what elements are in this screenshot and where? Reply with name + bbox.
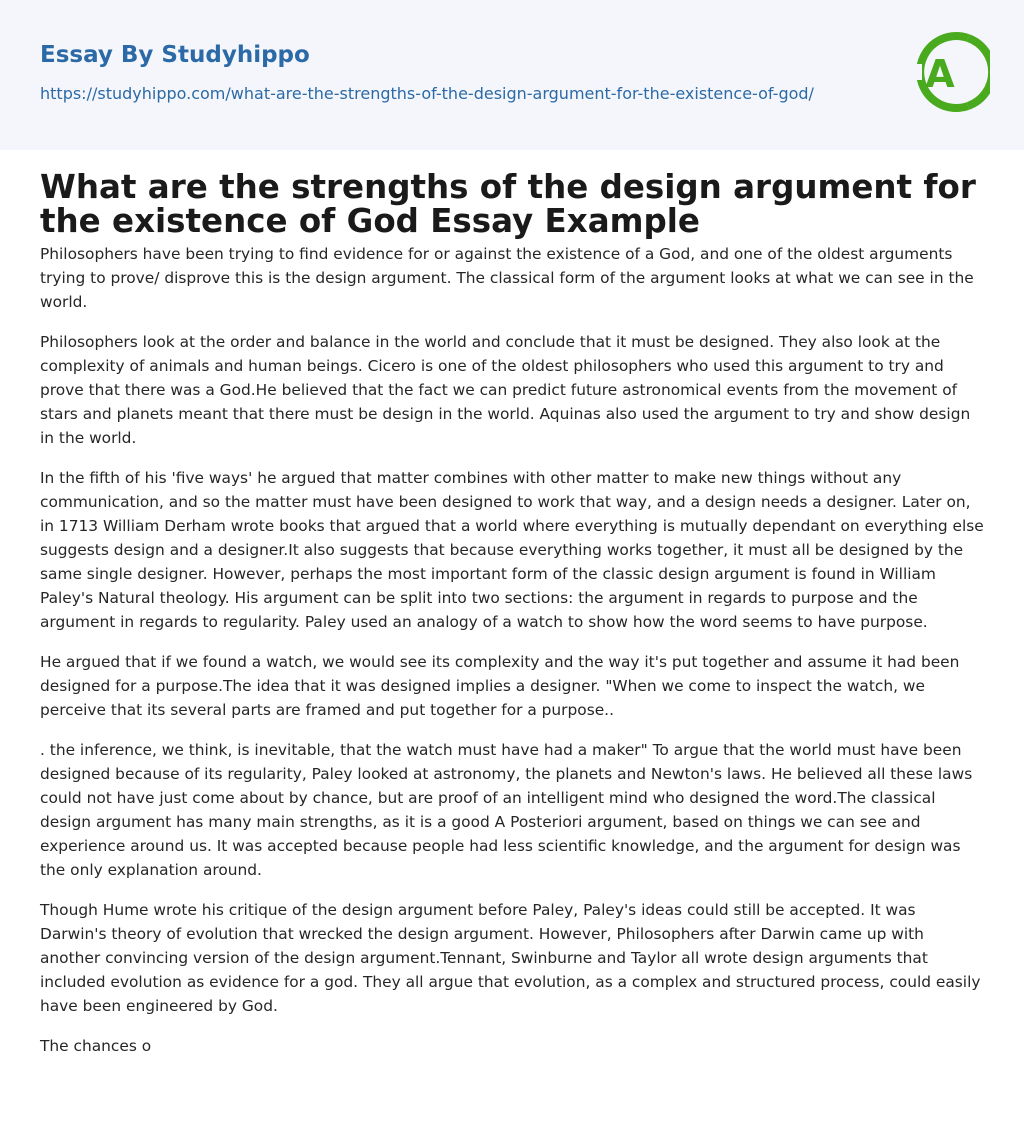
essay-paragraph: He argued that if we found a watch, we would see its complexity and the way it's put together and assume it had been designed for a purpose.The idea that it was designed implies a designer. "When we come to inspect the watch, we perceive that its several parts are framed and put together for a purpose.. [40,653,960,719]
essay-title: What are the strengths of the design argument for the existence of God Essay Example [40,168,976,240]
essay-paragraph: Philosophers have been trying to find evidence for or against the existence of a God, and one of the oldest arguments trying to prove/ disprove this is the design argument. The classical form of the argument looks at what we can see in the world. [40,245,974,311]
essay-paragraph: . the inference, we think, is inevitable, that the watch must have had a maker" To argue that the world must have been designed because of its regularity, Paley looked at astronomy, the planets and Newton's laws. He believed all these laws could not have just come about by chance, but are proof of an intelligent mind who designed the word.The classical design argument has many main strengths, as it is a good A Posteriori argument, based on things we can see and experience around us. It was accepted because people had less scientific knowledge, and the argument for design was the only explanation around. [40,741,973,879]
site-header [0,0,1024,150]
source-url-link[interactable]: https://studyhippo.com/what-are-the-strengths-of-the-design-argument-for-the-existence-of-god/ [40,84,814,103]
brand-name: Essay By Studyhippo [40,42,310,68]
logo-letter: A [925,52,955,96]
essay-paragraph: Philosophers look at the order and balance in the world and conclude that it must be designed. They also look at the complexity of animals and human beings. Cicero is one of the oldest philosophers who used this argument to try and prove that there was a God.He believed that the fact we can predict future astronomical events from the movement of stars and planets meant that there must be design in the world. Aquinas also used the argument to try and show design in the world. [40,333,971,447]
studyhippo-logo-icon [910,28,990,118]
essay-paragraph: In the fifth of his 'five ways' he argued that matter combines with other matter to make new things without any communication, and so the matter must have been designed to work that way, and a design needs a designer. Later on, in 1713 William Derham wrote books that argued that a world where everything is mutually dependant on everything else suggests design and a designer.It also suggests that because everything works together, it must all be designed by the same single designer. However, perhaps the most important form of the classic design argument is found in William Paley's Natural theology. His argument can be split into two sections: the argument in regards to purpose and the argument in regards to regularity. Paley used an analogy of a watch to show how the word seems to have purpose. [40,469,984,631]
essay-paragraph: Though Hume wrote his critique of the design argument before Paley, Paley's ideas could still be accepted. It was Darwin's theory of evolution that wrecked the design argument. However, Philosophers after Darwin came up with another convincing version of the design argument.Tennant, Swinburne and Taylor all wrote design arguments that included evolution as evidence for a god. They all argue that evolution, as a complex and structured process, could easily have been engineered by God. [40,901,981,1015]
essay-paragraph-truncated: The chances o [40,1037,152,1055]
essay-content [0,150,1024,1058]
